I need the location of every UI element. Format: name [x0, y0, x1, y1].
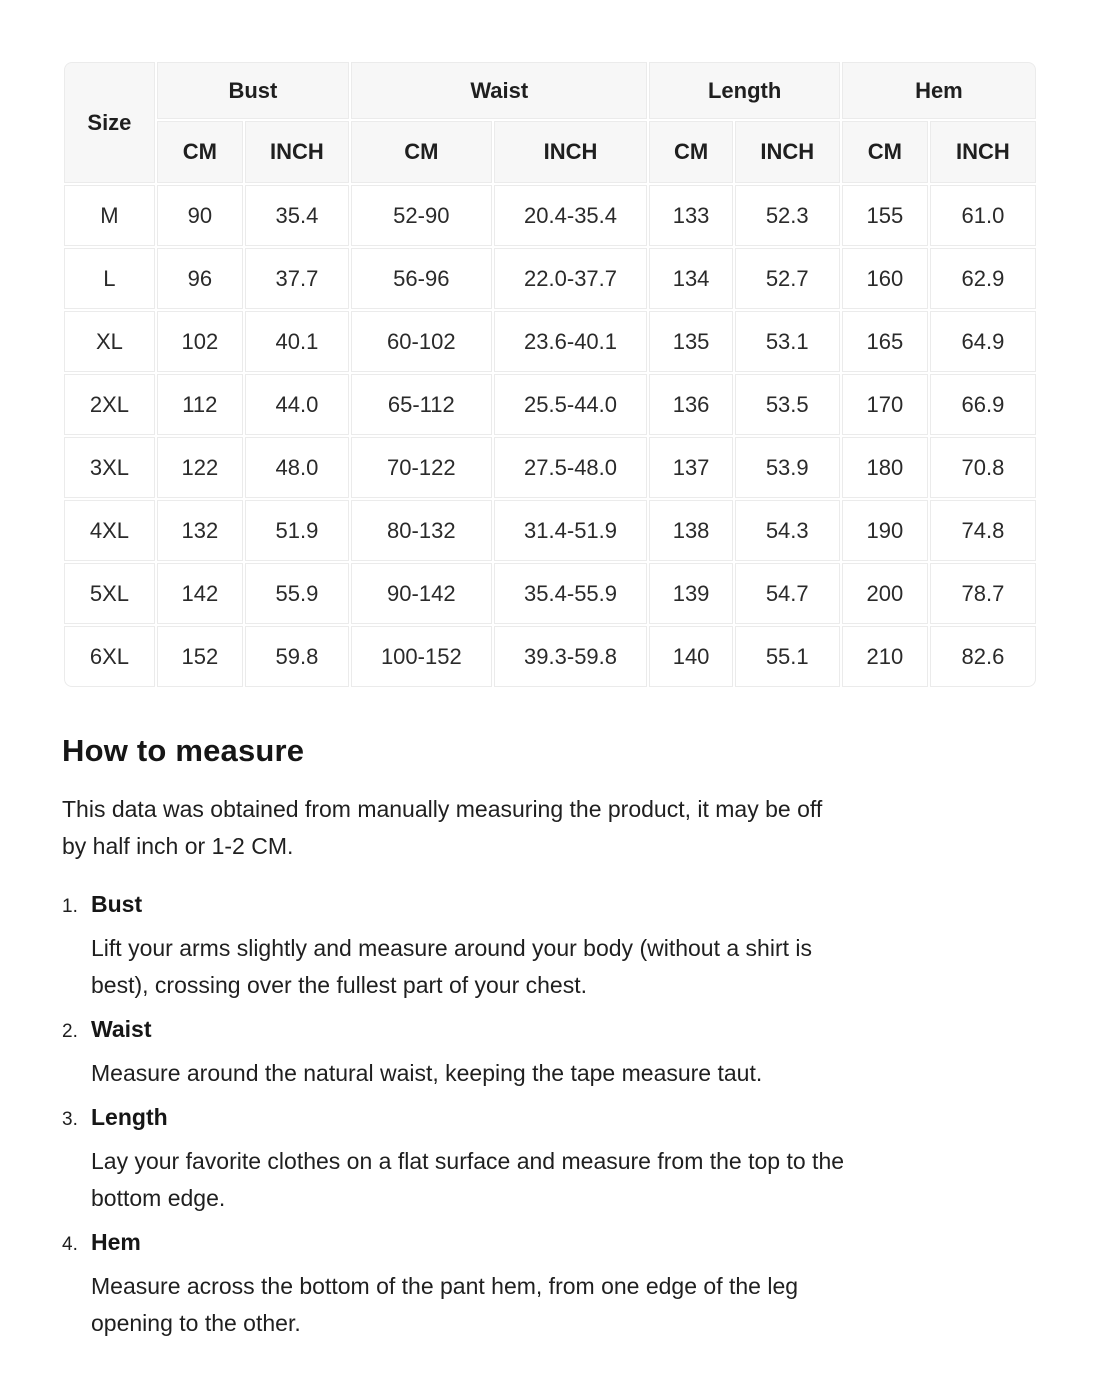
measurement-cell: 155: [842, 185, 928, 246]
table-row: [64, 374, 1036, 435]
measurement-cell: 122: [157, 437, 243, 498]
measurement-cell: 200: [842, 563, 928, 624]
size-cell: 4XL: [64, 500, 155, 561]
unit-header-row: [64, 121, 1036, 183]
measurement-cell: 35.4: [245, 185, 349, 246]
size-cell: 2XL: [64, 374, 155, 435]
measurement-cell: 138: [649, 500, 732, 561]
measurement-cell: 170: [842, 374, 928, 435]
measurement-cell: 64.9: [930, 311, 1036, 372]
measurement-cell: 48.0: [245, 437, 349, 498]
step-heading: [62, 1227, 1038, 1260]
measure-steps-list: [62, 889, 1038, 1342]
step-number: 3.: [62, 1109, 78, 1130]
table-row: [64, 437, 1036, 498]
step-number: 4.: [62, 1234, 78, 1255]
measurement-cell: 44.0: [245, 374, 349, 435]
measurement-cell: 82.6: [930, 626, 1036, 687]
measurement-cell: 35.4-55.9: [494, 563, 648, 624]
measurement-cell: 62.9: [930, 248, 1036, 309]
size-cell: 6XL: [64, 626, 155, 687]
group-header-bust: Bust: [157, 62, 349, 119]
measurement-cell: 31.4-51.9: [494, 500, 648, 561]
measurement-cell: 55.1: [735, 626, 840, 687]
step-description: [91, 1055, 1038, 1092]
measurement-cell: 39.3-59.8: [494, 626, 648, 687]
measurement-cell: 90: [157, 185, 243, 246]
unit-header-cm: CM: [157, 121, 243, 183]
measurement-cell: 54.3: [735, 500, 840, 561]
size-chart-table: [62, 60, 1038, 689]
table-row: [64, 626, 1036, 687]
table-row: [64, 563, 1036, 624]
measurement-cell: 78.7: [930, 563, 1036, 624]
measurement-cell: 96: [157, 248, 243, 309]
unit-header-inch: INCH: [494, 121, 648, 183]
measurement-cell: 135: [649, 311, 732, 372]
measurement-cell: 142: [157, 563, 243, 624]
description-line: Measure across the bottom of the pant hem, from one edge of the leg: [91, 1273, 799, 1299]
step-description: [91, 930, 1038, 1004]
size-cell: L: [64, 248, 155, 309]
measurement-cell: 20.4-35.4: [494, 185, 648, 246]
description-line: Lift your arms slightly and measure around your body (without a shirt is: [91, 935, 812, 961]
measure-step-length: [62, 1102, 1038, 1217]
unit-header-cm: CM: [351, 121, 492, 183]
size-cell: 5XL: [64, 563, 155, 624]
table-row: [64, 500, 1036, 561]
measurement-cell: 61.0: [930, 185, 1036, 246]
how-to-measure-section: [62, 733, 1038, 1342]
step-number: 1.: [62, 896, 78, 917]
description-line: opening to the other.: [91, 1310, 301, 1336]
size-cell: M: [64, 185, 155, 246]
disclaimer-line: This data was obtained from manually measuring the product, it may be off: [62, 796, 823, 822]
step-heading: [62, 889, 1038, 922]
disclaimer-line: by half inch or 1-2 CM.: [62, 833, 294, 859]
section-title: How to measure: [62, 733, 305, 768]
measurement-cell: 160: [842, 248, 928, 309]
step-description: [91, 1143, 1038, 1217]
group-header-length: Length: [649, 62, 839, 119]
step-number: 2.: [62, 1021, 78, 1042]
description-line: best), crossing over the fullest part of your chest.: [91, 972, 588, 998]
step-heading: [62, 1102, 1038, 1135]
step-title: Length: [91, 1104, 168, 1130]
measurement-cell: 152: [157, 626, 243, 687]
measurement-cell: 112: [157, 374, 243, 435]
step-heading: [62, 1014, 1038, 1047]
measurement-cell: 70.8: [930, 437, 1036, 498]
measurement-cell: 22.0-37.7: [494, 248, 648, 309]
measurement-cell: 132: [157, 500, 243, 561]
measurement-cell: 133: [649, 185, 732, 246]
step-title: Bust: [91, 891, 143, 917]
measurement-cell: 37.7: [245, 248, 349, 309]
step-description: [91, 1268, 1038, 1342]
measurement-cell: 53.1: [735, 311, 840, 372]
measurement-cell: 74.8: [930, 500, 1036, 561]
size-cell: XL: [64, 311, 155, 372]
step-title: Hem: [91, 1229, 141, 1255]
measure-disclaimer: [62, 791, 1038, 865]
measurement-cell: 102: [157, 311, 243, 372]
measurement-cell: 52-90: [351, 185, 492, 246]
measurement-cell: 51.9: [245, 500, 349, 561]
measurement-cell: 80-132: [351, 500, 492, 561]
measurement-cell: 55.9: [245, 563, 349, 624]
table-row: [64, 185, 1036, 246]
measurement-cell: 52.7: [735, 248, 840, 309]
measurement-cell: 100-152: [351, 626, 492, 687]
measurement-cell: 23.6-40.1: [494, 311, 648, 372]
measurement-cell: 134: [649, 248, 732, 309]
group-header-row: [64, 62, 1036, 119]
measurement-cell: 56-96: [351, 248, 492, 309]
size-chart-header: [64, 62, 1036, 183]
unit-header-cm: CM: [842, 121, 928, 183]
size-table-body: [64, 185, 1036, 687]
unit-header-cm: CM: [649, 121, 732, 183]
description-line: bottom edge.: [91, 1185, 226, 1211]
measurement-cell: 180: [842, 437, 928, 498]
measurement-cell: 53.5: [735, 374, 840, 435]
measurement-cell: 66.9: [930, 374, 1036, 435]
unit-header-inch: INCH: [735, 121, 840, 183]
size-cell: 3XL: [64, 437, 155, 498]
measurement-cell: 54.7: [735, 563, 840, 624]
description-line: Lay your favorite clothes on a flat surface and measure from the top to the: [91, 1148, 845, 1174]
measure-step-waist: [62, 1014, 1038, 1092]
measurement-cell: 27.5-48.0: [494, 437, 648, 498]
measurement-cell: 137: [649, 437, 732, 498]
measurement-cell: 90-142: [351, 563, 492, 624]
measurement-cell: 136: [649, 374, 732, 435]
measure-step-bust: [62, 889, 1038, 1004]
size-corner-header: Size: [64, 62, 155, 183]
measurement-cell: 139: [649, 563, 732, 624]
measurement-cell: 65-112: [351, 374, 492, 435]
measurement-cell: 70-122: [351, 437, 492, 498]
measurement-cell: 59.8: [245, 626, 349, 687]
unit-header-inch: INCH: [930, 121, 1036, 183]
unit-header-inch: INCH: [245, 121, 349, 183]
measurement-cell: 210: [842, 626, 928, 687]
measure-step-hem: [62, 1227, 1038, 1342]
measurement-cell: 52.3: [735, 185, 840, 246]
measurement-cell: 53.9: [735, 437, 840, 498]
measurement-cell: 165: [842, 311, 928, 372]
table-row: [64, 248, 1036, 309]
step-title: Waist: [91, 1016, 152, 1042]
measurement-cell: 40.1: [245, 311, 349, 372]
table-row: [64, 311, 1036, 372]
measurement-cell: 60-102: [351, 311, 492, 372]
description-line: Measure around the natural waist, keeping the tape measure taut.: [91, 1060, 763, 1086]
group-header-hem: Hem: [842, 62, 1036, 119]
measurement-cell: 25.5-44.0: [494, 374, 648, 435]
measurement-cell: 140: [649, 626, 732, 687]
measurement-cell: 190: [842, 500, 928, 561]
group-header-waist: Waist: [351, 62, 647, 119]
